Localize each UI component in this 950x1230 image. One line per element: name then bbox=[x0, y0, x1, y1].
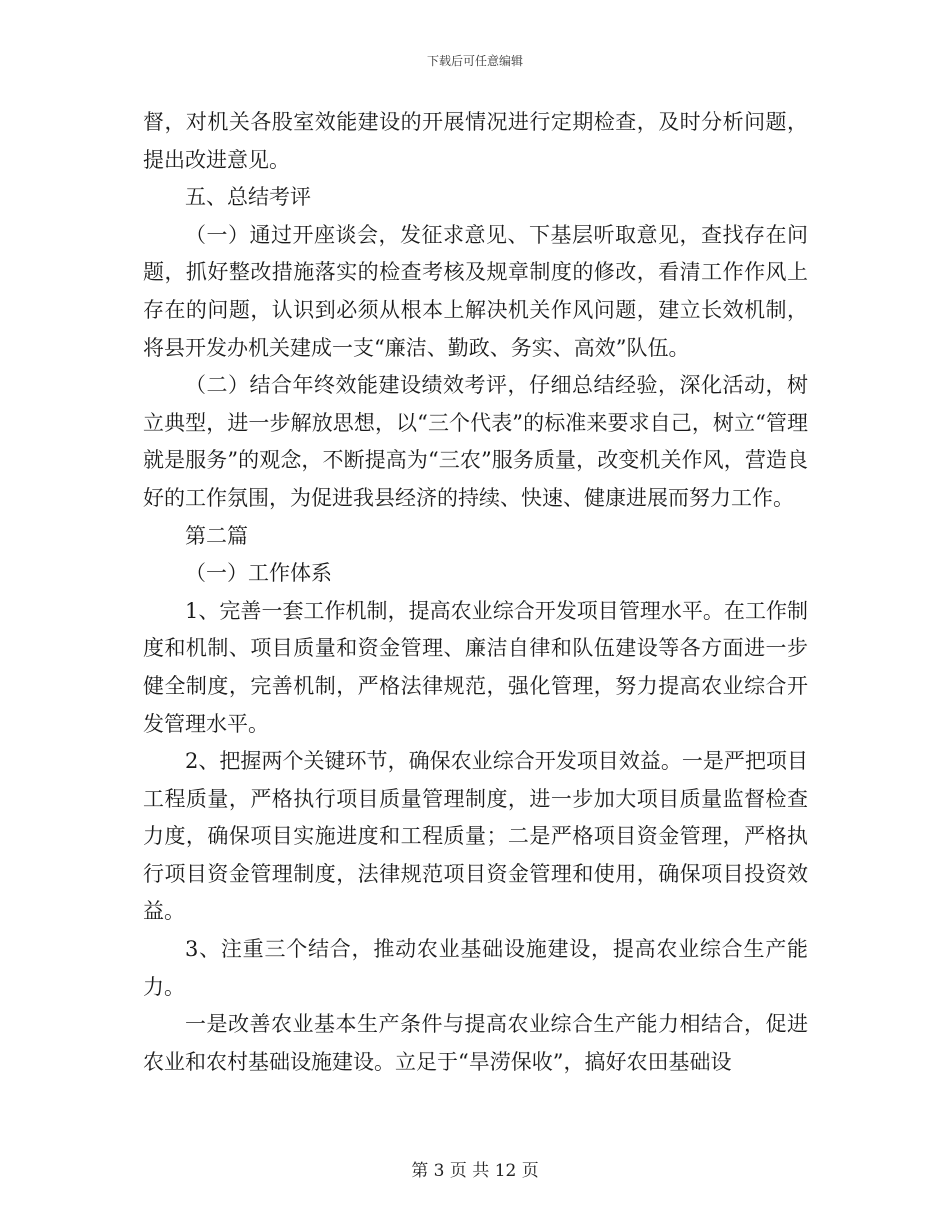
chapter-heading: 第二篇 bbox=[185, 523, 248, 548]
paragraph-7: 1、完善一套工作机制，提高农业综合开发项目管理水平。在工作制度和机制、项目质量和资金管理、廉洁自律和队伍建设等各方面进一步健全制度，完善机制，严格法律规范，强化管理，努力提高农业综合开发管理水平。 bbox=[143, 598, 808, 736]
document-body bbox=[143, 104, 808, 1081]
page-header: 下载后可任意编辑 bbox=[426, 54, 523, 68]
section-heading-summary: 五、总结考评 bbox=[185, 185, 311, 210]
subsection-heading: （一）工作体系 bbox=[185, 561, 332, 586]
page-number: 第 3 页 共 12 页 bbox=[411, 1161, 539, 1181]
paragraph-9: 3、注重三个结合，推动农业基础设施建设，提高农业综合生产能力。 bbox=[143, 937, 808, 999]
paragraph-4: （二）结合年终效能建设绩效考评，仔细总结经验，深化活动，树立典型，进一步解放思想，以“三个代表”的标准来要求自己，树立“管理就是服务”的观念，不断提高为“三农”服务质量，改变机关作风，营造良好的工作氛围，为促进我县经济的持续、快速、健康进展而努力工作。 bbox=[143, 373, 808, 510]
paragraph-3: （一）通过开座谈会，发征求意见、下基层听取意见，查找存在问题，抓好整改措施落实的检查考核及规章制度的修改，看清工作作风上存在的问题，认识到必须从根本上解决机关作风问题，建立长效机制，将县开发办机关建成一支“廉洁、勤政、务实、高效”队伍。 bbox=[143, 222, 808, 360]
paragraph-10: 一是改善农业基本生产条件与提高农业综合生产能力相结合，促进农业和农村基础设施建设。立足于“旱涝保收”，搞好农田基础设 bbox=[143, 1012, 808, 1074]
paragraph-8: 2、把握两个关键环节，确保农业综合开发项目效益。一是严把项目工程质量，严格执行项目质量管理制度，进一步加大项目质量监督检查力度，确保项目实施进度和工程质量；二是严格项目资金管理，严格执行项目资金管理制度，法律规范项目资金管理和使用，确保项目投资效益。 bbox=[143, 749, 808, 924]
paragraph-1: 督，对机关各股室效能建设的开展情况进行定期检查，及时分析问题，提出改进意见。 bbox=[143, 110, 808, 172]
